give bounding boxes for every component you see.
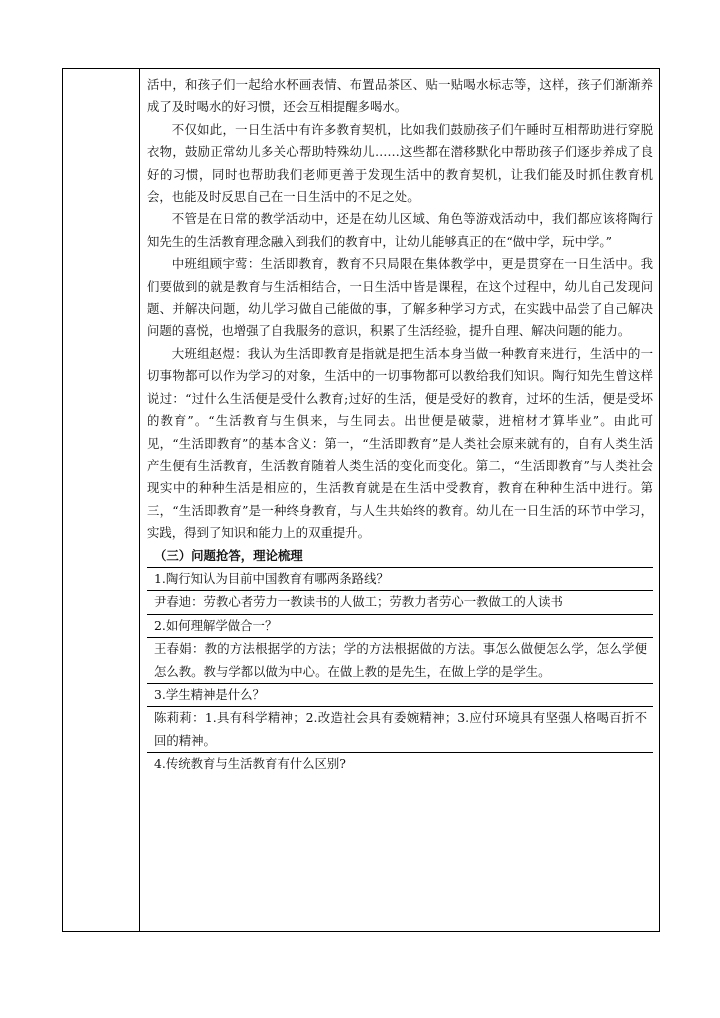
paragraph-2: 不仅如此，一日生活中有许多教育契机，比如我们鼓励孩子们午睡时互相帮助进行穿脱衣物，鼓励正常幼儿多关心帮助特殊幼儿……这些都在潜移默化中帮助孩子们逐步养成了良好的习惯，同时也帮助我们老师更善于发现生活中的教育契机，让我们能及时抓住教育机会，也能及时反思自己在一日生活中的不足之处。 <box>147 121 653 205</box>
paragraph-5: 大班组赵煜：我认为生活即教育是指就是把生活本身当做一种教育来进行，生活中的一切事物都可以作为学习的对象，生活中的一切事物都可以教给我们知识。陶行知先生曾这样说过：“过什么生活便是受什么教育;过好的生活，便是受好的教育，过坏的生活，便是受坏的教育”。“生活教育与生俱来，与生同去。出世便是破蒙，进棺材才算毕业”。由此可见，“生活即教育”的基本含义：第一，“生活即教育”是人类社会原来就有的，自有人类生活产生便有生活教育，生活教育随着人类生活的变化而变化。第二，“生活即教育”与人类社会现实中的种种生活是相应的，生活教育就是在生活中受教育，教育在种种生活中进行。第三，“生活即教育”是一种终身教育，与人生共始终的教育。幼儿在一日生活的环节中学习，实践，得到了知识和能力上的双重提升。 <box>147 345 653 541</box>
section-heading: （三）问题抢答，理论梳理 <box>154 547 303 563</box>
qa-answer-3: 陈莉莉：1.具有科学精神；2.改造社会具有委婉精神；3.应付环境具有坚强人格喝百折不回的精神。 <box>147 706 653 752</box>
paragraph-4: 中班组顾宇莺：生活即教育，教育不只局限在集体教学中，更是贯穿在一日生活中。我们要做到的就是教育与生活相结合，一日生活中皆是课程，在这个过程中，幼儿自己发现问题、并解决问题，幼儿学习做自己能做的事，了解多种学习方式，在实践中品尝了自己解决问题的喜悦，也增强了自我服务的意识，积累了生活经验，提升自理、解决问题的能力。 <box>147 256 653 339</box>
qa-question-4: 4.传统教育与生活教育有什么区别? <box>147 752 653 775</box>
qa-question-2: 2.如何理解学做合一？ <box>147 614 653 637</box>
content-cell <box>140 69 660 932</box>
qa-answer-1: 尹春迪：劳教心者劳力一教读书的人做工；劳教力者劳心一教做工的人读书 <box>147 590 653 613</box>
qa-answer-2: 王春娟：教的方法根据学的方法；学的方法根据做的方法。事怎么做便怎么学，怎么学便怎么教。教与学都以做为中心。在做上教的是先生，在做上学的是学生。 <box>147 637 653 683</box>
qa-section <box>147 545 653 776</box>
paragraph-1: 活中，和孩子们一起给水杯画表情、布置品茶区、贴一贴喝水标志等，这样，孩子们渐渐养成了及时喝水的好习惯，还会互相提醒多喝水。 <box>147 77 653 115</box>
content-body <box>140 69 659 776</box>
qa-question-3: 3.学生精神是什么？ <box>147 683 653 706</box>
paragraph-3: 不管是在日常的教学活动中，还是在幼儿区域、角色等游戏活动中，我们都应该将陶行知先生的生活教育理念融入到我们的教育中，让幼儿能够真正的在“做中学，玩中学。” <box>147 211 653 249</box>
table-row <box>63 69 660 932</box>
document-table <box>62 68 660 932</box>
qa-question-1: 1.陶行知认为目前中国教育有哪两条路线？ <box>147 567 653 590</box>
left-label-cell <box>63 69 140 932</box>
